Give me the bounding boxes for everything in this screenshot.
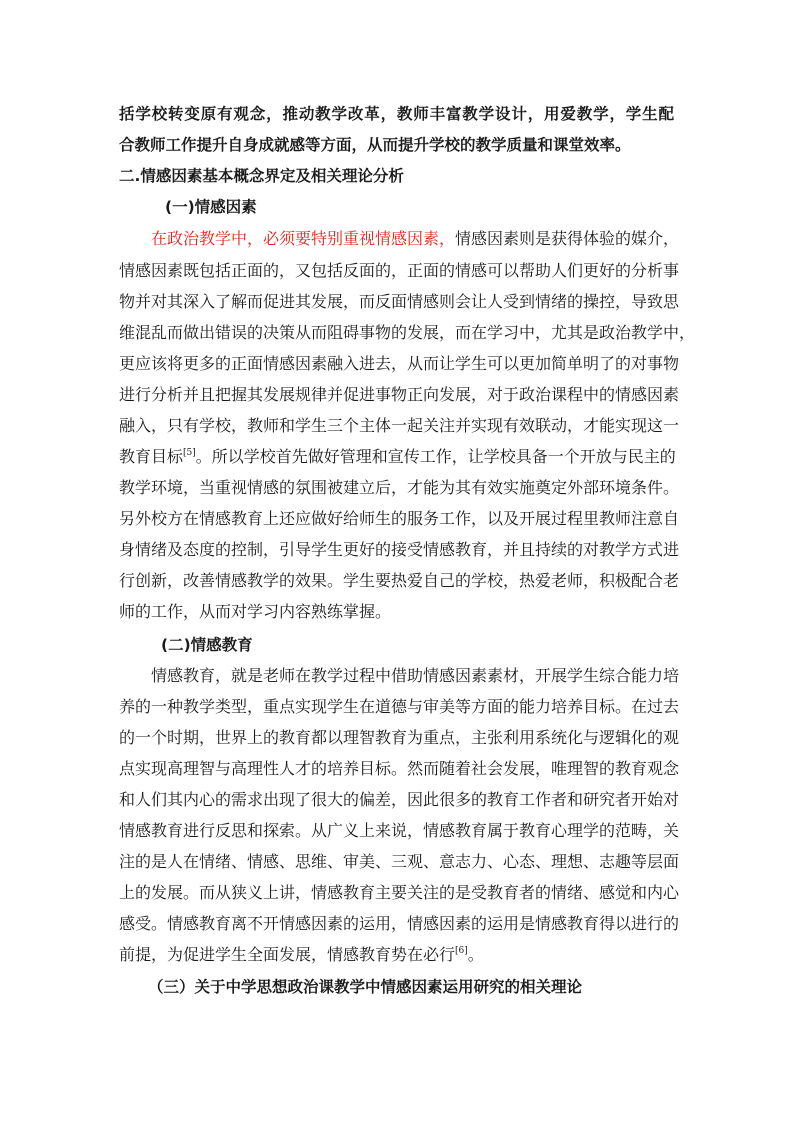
paragraph-line: 养的一种教学类型，重点实现学生在道德与审美等方面的能力培养目标。在过去 <box>119 697 680 716</box>
paragraph-line: 情感教育进行反思和探索。从广义上来说，情感教育属于教育心理学的范畴，关 <box>119 821 680 840</box>
paragraph-line: 感受。情感教育离不开情感因素的运用，情感因素的运用是情感教育得以进行的 <box>119 914 680 933</box>
paragraph-line: 另外校方在情感教育上还应做好给师生的服务工作，以及开展过程里教师注意自 <box>119 509 680 528</box>
paragraph-line: 融入，只有学校，教师和学生三个主体一起关注并实现有效联动，才能实现这一 <box>119 416 680 435</box>
paragraph-line: 上的发展。而从狭义上讲，情感教育主要关注的是受教育者的情绪、感觉和内心 <box>119 883 680 902</box>
paragraph-line: 进行分析并且把握其发展规律并促进事物正向发展，对于政治课程中的情感因素 <box>119 385 680 404</box>
paragraph-line: 行创新，改善情感教学的效果。学生要热爱自己的学校，热爱老师，积极配合老 <box>119 571 680 590</box>
paragraph-line: 更应该将更多的正面情感因素融入进去，从而让学生可以更加简单明了的对事物 <box>119 354 680 373</box>
paragraph-line: 教学环境，当重视情感的氛围被建立后，才能为其有效实施奠定外部环境条件。 <box>119 478 680 497</box>
subsection-heading: (一)情感因素 <box>165 198 257 216</box>
paragraph-line: 前提，为促进学生全面发展，情感教育势在必行[6]。 <box>119 945 484 964</box>
paragraph-line: 和人们其内心的需求出现了很大的偏差，因此很多的教育工作者和研究者开始对 <box>119 790 680 809</box>
highlight-text: 在政治教学中，必须要特别重视情感因素， <box>151 229 456 248</box>
paragraph-line: 教育目标[5]。所以学校首先做好管理和宣传工作，让学校具备一个开放与民主的 <box>119 447 676 466</box>
intro-line: 合教师工作提升自身成就感等方面，从而提升学校的教学质量和课堂效率。 <box>119 136 631 154</box>
paragraph-line: 注的是人在情绪、情感、思维、审美、三观、意志力、心态、理想、志趣等层面 <box>119 852 680 871</box>
paragraph-line: 师的工作，从而对学习内容熟练掌握。 <box>119 602 392 621</box>
paragraph-line: 物并对其深入了解而促进其发展，而反面情感则会让人受到情绪的操控，导致思 <box>119 292 680 311</box>
paragraph-line: 情感因素既包括正面的，又包括反面的，正面的情感可以帮助人们更好的分析事 <box>119 261 680 280</box>
paragraph-line: 在政治教学中，必须要特别重视情感因素，情感因素则是获得体验的媒介， <box>151 229 680 248</box>
section-heading: 二.情感因素基本概念界定及相关理论分析 <box>119 167 404 185</box>
paragraph-line: 情感教育，就是老师在教学过程中借助情感因素素材，开展学生综合能力培 <box>151 666 680 685</box>
paragraph-line: 点实现高理智与高理性人才的培养目标。然而随着社会发展，唯理智的教育观念 <box>119 759 680 778</box>
paragraph-line: 的一个时期，世界上的教育都以理智教育为重点，主张利用系统化与逻辑化的观 <box>119 728 680 747</box>
citation-ref: [5] <box>183 447 196 458</box>
citation-ref: [6] <box>455 945 468 956</box>
subsection-heading: (二)情感教育 <box>161 636 253 654</box>
paragraph-line: 身情绪及态度的控制，引导学生更好的接受情感教育，并且持续的对教学方式进 <box>119 540 680 559</box>
intro-line: 括学校转变原有观念，推动教学改革，教师丰富教学设计，用爱教学，学生配 <box>119 105 674 123</box>
subsection-heading: （三）关于中学思想政治课教学中情感因素运用研究的相关理论 <box>148 978 583 996</box>
paragraph-line: 维混乱而做出错误的决策从而阻碍事物的发展，而在学习中，尤其是政治教学中， <box>119 323 696 342</box>
